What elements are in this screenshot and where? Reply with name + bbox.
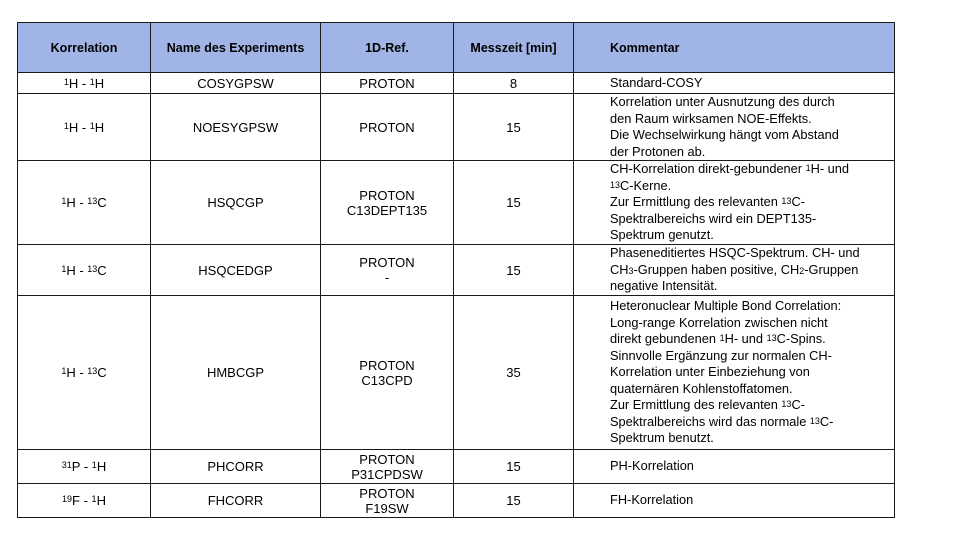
time-cell: 8 [454, 73, 574, 94]
time-cell: 15 [454, 484, 574, 518]
comment-line: CH-Korrelation direkt-gebundener $^1$H- und [610, 161, 850, 177]
ref-line: PROTON [359, 187, 415, 203]
table-row [18, 161, 895, 245]
ref-line: PROTON [359, 255, 415, 270]
time-cell: 35 [454, 296, 574, 450]
table-row [18, 245, 895, 296]
ref-cell [321, 245, 454, 296]
ref-line: PROTON [359, 451, 415, 467]
comment-cell [574, 484, 895, 518]
comment-line: Standard-COSY [610, 74, 703, 90]
table-row [18, 94, 895, 161]
correlation-cell: $^{31}$P - $^1$H [18, 450, 151, 484]
header-correlation: Korrelation [18, 23, 151, 73]
experiment-cell: NOESYGPSW [151, 94, 321, 161]
experiment-cell: HSQCEDGP [151, 245, 321, 296]
table-body [18, 73, 895, 518]
header-row [18, 23, 895, 73]
comment-line: FH-Korrelation [610, 492, 694, 508]
comment-line: Spektralbereichs wird das normale $^{13}$C- [610, 413, 834, 429]
time-cell: 15 [454, 94, 574, 161]
superscript: 1 [805, 163, 811, 174]
correlation-cell: $^1$H - $^{13}$C [18, 245, 151, 296]
comment-cell [574, 245, 895, 296]
comment-line: Sinnvolle Ergänzung zur normalen CH- [610, 347, 832, 363]
isotope-number: 13 [87, 366, 98, 376]
ref-line: F19SW [365, 500, 409, 516]
ref-cell [321, 73, 454, 94]
isotope-number: 1 [61, 263, 67, 274]
comment-line: Korrelation unter Einbeziehung von [610, 364, 810, 380]
experiment-cell: FHCORR [151, 484, 321, 518]
table-row [18, 450, 895, 484]
subscript: 2 [799, 265, 805, 276]
experiment-cell: PHCORR [151, 450, 321, 484]
experiment-cell: COSYGPSW [151, 73, 321, 94]
superscript: 1 [719, 333, 725, 344]
ref-cell [321, 450, 454, 484]
ref-line: PROTON [359, 357, 415, 373]
comment-cell [574, 450, 895, 484]
ref-line: PROTON [359, 119, 415, 135]
ref-cell [321, 94, 454, 161]
comment-line: Spektrum benutzt. [610, 430, 714, 446]
comment-line: Korrelation unter Ausnutzung des durch [610, 94, 835, 109]
isotope-number: 1 [63, 120, 69, 131]
isotope-number: 31 [61, 460, 72, 470]
time-cell: 15 [454, 245, 574, 296]
comment-cell [574, 296, 895, 450]
comment-line: Zur Ermittlung des relevanten $^{13}$C- [610, 194, 805, 210]
comment-line: $^{13}$C-Kerne. [610, 177, 672, 193]
ref-line: C13DEPT135 [346, 202, 428, 218]
comment-line: Heteronuclear Multiple Bond Correlation: [610, 298, 842, 314]
ref-line: PROTON [359, 485, 415, 501]
comment-line: den Raum wirksamen NOE-Effekts. [610, 110, 812, 126]
experiment-cell: HMBCGP [151, 296, 321, 450]
ref-line: P31CPDSW [351, 466, 423, 482]
ref-cell [321, 296, 454, 450]
comment-line: Spektrum genutzt. [610, 227, 714, 243]
comment-line: Die Wechselwirkung hängt vom Abstand [610, 127, 839, 142]
comment-line: Zur Ermittlung des relevanten $^{13}$C- [610, 397, 805, 413]
experiment-cell: HSQCGP [151, 161, 321, 245]
comment-line: Long-range Korrelation zwischen nicht [610, 314, 828, 330]
isotope-number: 1 [63, 76, 69, 87]
ref-cell [321, 484, 454, 518]
isotope-number: 19 [62, 494, 73, 504]
isotope-number: 1 [91, 460, 97, 470]
isotope-number: 1 [89, 120, 95, 131]
isotope-number: 1 [61, 366, 67, 376]
table-row [18, 484, 895, 518]
header-comment: Kommentar [574, 23, 895, 73]
superscript: 13 [766, 333, 777, 344]
nmr-experiments-table [17, 22, 895, 518]
correlation-cell: $^{19}$F - $^1$H [18, 484, 151, 518]
subscript: 3 [628, 265, 634, 276]
table-row [18, 296, 895, 450]
isotope-number: 1 [61, 196, 67, 206]
superscript: 13 [610, 179, 621, 190]
comment-line: Phaseneditiertes HSQC-Spektrum. CH- und [610, 245, 860, 261]
header-ref: 1D-Ref. [321, 23, 454, 73]
correlation-cell: $^1$H - $^1$H [18, 94, 151, 161]
header-experiment: Name des Experiments [151, 23, 321, 73]
ref-line: - [384, 270, 390, 285]
superscript: 13 [781, 399, 792, 410]
time-cell: 15 [454, 450, 574, 484]
ref-line: PROTON [359, 75, 415, 91]
comment-line: Spektralbereichs wird ein DEPT135- [610, 210, 817, 226]
correlation-cell: $^1$H - $^{13}$C [18, 296, 151, 450]
comment-cell [574, 73, 895, 94]
isotope-number: 13 [87, 196, 98, 206]
isotope-number: 1 [91, 494, 97, 504]
comment-cell [574, 161, 895, 245]
comment-line: negative Intensität. [610, 278, 718, 294]
correlation-cell: $^1$H - $^{13}$C [18, 161, 151, 245]
table-row [18, 73, 895, 94]
isotope-number: 1 [89, 76, 95, 87]
correlation-cell: $^1$H - $^1$H [18, 73, 151, 94]
time-cell: 15 [454, 161, 574, 245]
ref-line: C13CPD [361, 372, 413, 388]
header-time: Messzeit [min] [454, 23, 574, 73]
superscript: 13 [809, 415, 820, 426]
comment-line: quaternären Kohlenstoffatomen. [610, 380, 793, 396]
comment-line: der Protonen ab. [610, 143, 706, 159]
ref-cell [321, 161, 454, 245]
comment-line: direkt gebundenen $^1$H- und $^{13}$C-Spins. [610, 331, 826, 347]
comment-line: $CH_3$-Gruppen haben positive, $CH_2$-Gruppen [610, 261, 859, 277]
isotope-number: 13 [87, 263, 98, 274]
superscript: 13 [781, 196, 792, 207]
comment-cell [574, 94, 895, 161]
comment-line: PH-Korrelation [610, 458, 694, 474]
